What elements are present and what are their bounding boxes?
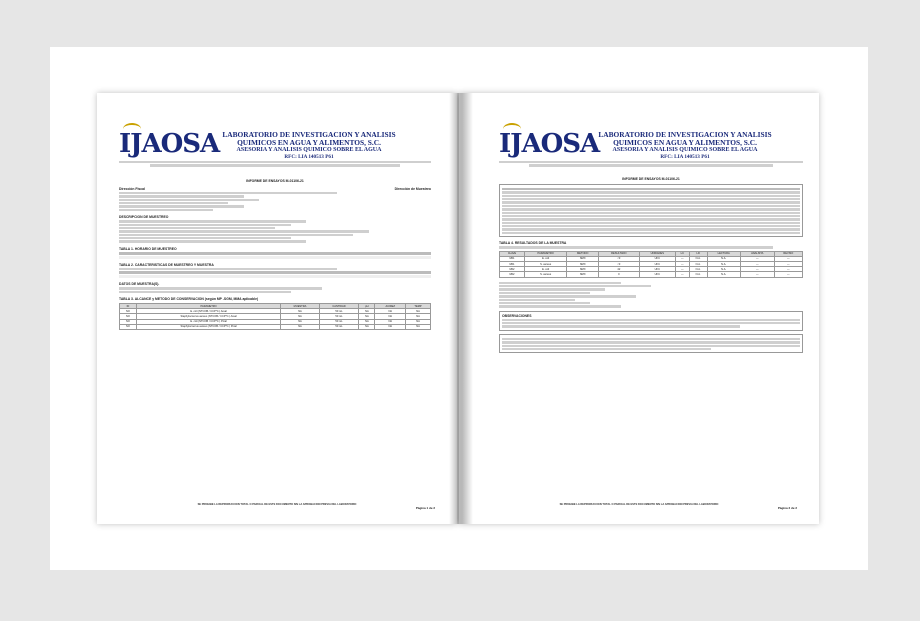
page-footer: SE PROHIBE LA REPRODUCCION TOTAL O PARCIAL DE ESTE DOCUMENTO SIN LA APROBACION PREVIA DEL LABORATORIO <box>559 503 719 506</box>
lab-name-line2: QUIMICOS EN AGUA Y ALIMENTOS, S.C. <box>237 138 381 147</box>
text-line <box>499 246 773 248</box>
page-number: Página 1 de 2 <box>415 506 435 510</box>
table2-title: TABLA 2. CARACTERISTICAS DE MUESTREO Y MUESTRA <box>119 262 214 267</box>
table4-title: TABLA 4. RESULTADOS DE LA MUESTRA <box>499 241 567 246</box>
lab-name-line1: LABORATORIO DE INVESTIGACION Y ANALISIS <box>598 130 772 139</box>
text-line <box>119 227 275 229</box>
table-row: NO E. coli (NTCOB / CCP*C.) Pnial NA 50 mL NA NA NA <box>120 319 431 324</box>
table-row: NO E. coli (NTCOB / CCP*C.) Areal NA 50 mL NA NA NA <box>120 309 431 314</box>
sample-info-box <box>499 184 803 237</box>
table-row: M01 S. aureus NMX <3 UFC — N.A. N.A. — — <box>500 262 803 267</box>
page-footer: SE PROHIBE LA REPRODUCCION TOTAL O PARCIAL DE ESTE DOCUMENTO SIN LA APROBACION PREVIA DEL LABORATORIO <box>197 503 357 506</box>
lab-name-line2: QUIMICOS EN AGUA Y ALIMENTOS, S.C. <box>613 138 757 147</box>
text-line <box>119 240 306 242</box>
text-line <box>119 192 337 194</box>
table3: ID PARAMETRO MUESTRA CANTIDAD pH ACIDEZ TEMP NO E. coli (NTCOB / CCP*C.) Areal NA 50 mL NA NA NA NO Staphylococcus aureus (NTCOB / CCP*C.) Areal NA 50 mL NA NA NA NO E. coli (NTCOB / CCP*C.) Pnial NA 50 mL NA NA NA NO Staphylococcus aureus (NTCOB / CCP*C.) Pnial NA 50 mL NA NA NA <box>119 303 431 330</box>
text-line <box>499 292 590 294</box>
table-row: NO Staphylococcus aureus (NTCOB / CCP*C.) Areal NA 50 mL NA NA NA <box>120 314 431 319</box>
table3-title: TABLA 3. ALCANCE y METODO DE CONSERVACION (según MP -SGM, MMA aplicable) <box>119 297 259 302</box>
text-line <box>119 205 244 207</box>
address-line <box>119 161 431 163</box>
text-line <box>119 195 244 197</box>
lab-tagline: ASESORIA Y ANALISIS QUIMICO SOBRE EL AGUA <box>236 147 382 153</box>
table-row: NO Staphylococcus aureus (NTCOB / CCP*C.) Pnial NA 50 mL NA NA NA <box>120 324 431 329</box>
lab-rfc: RFC: LIA 140513 P61 <box>284 154 334 160</box>
table2-header <box>119 271 431 274</box>
text-line <box>119 237 291 239</box>
text-line <box>119 291 291 293</box>
address-line <box>529 164 772 166</box>
sampling-address-heading: Dirección de Muestreo <box>394 186 431 191</box>
table1-row <box>119 256 431 259</box>
table-row: M02 E. coli NMX 42 UFC — N.A. N.A. — — <box>500 267 803 272</box>
sampling-description-heading: DESCRIPCION DE MUESTREO <box>119 215 169 220</box>
table1-title: TABLA 1. HORARIO DE MUESTREO <box>119 246 177 251</box>
lab-name-line1: LABORATORIO DE INVESTIGACION Y ANALISIS <box>222 130 396 139</box>
table-row: M01 E. coli NMX <3 UFC — N.A. N.A. — — <box>500 256 803 261</box>
text-line <box>119 230 369 232</box>
lab-logo: IJAOSA <box>499 129 600 159</box>
lab-rfc: RFC: LIA 140513 P61 <box>660 154 710 160</box>
notes-box <box>499 334 803 354</box>
table-row: M02 S. aureus NMX 0 UFC — N.A. N.A. — — <box>500 272 803 277</box>
text-line <box>119 209 213 211</box>
text-line <box>499 295 636 297</box>
text-line <box>499 282 621 284</box>
text-line <box>119 268 337 270</box>
text-line <box>119 220 306 222</box>
report-page-1 <box>97 93 457 524</box>
report-title: INFORME DE ENSAYOS M-01106-21 <box>622 176 680 181</box>
lab-header <box>119 131 431 160</box>
lab-logo: IJAOSA <box>119 129 220 159</box>
observations-box <box>499 311 803 331</box>
text-line <box>119 287 322 289</box>
report-title: INFORME DE ENSAYOS M-01106-21 <box>246 178 304 183</box>
text-line <box>119 224 291 226</box>
text-line <box>499 305 621 307</box>
text-line <box>119 234 353 236</box>
text-line <box>119 202 228 204</box>
page-number: Página 2 de 2 <box>777 506 797 510</box>
sample-data-heading: DATOS DE MUESTRA(S). <box>119 282 160 287</box>
address-line <box>499 161 803 163</box>
text-line <box>499 299 575 301</box>
fiscal-address-heading: Dirección Fiscal <box>119 186 146 191</box>
text-line <box>119 199 259 201</box>
text-line <box>499 302 590 304</box>
address-line <box>150 164 400 166</box>
open-report-book <box>97 93 827 524</box>
report-page-2 <box>459 93 819 524</box>
results-table: CLAVE PARAMETRO METODO RESULTADO UNIDADES LC LD LECTURA ANALISTA REVISO M01 E. coli NMX <3 UFC — N.A. N.A. — — M01 S. aureus NMX <3 UFC — N.A. N.A. — — M02 E. coli NMX 42 UFC — N.A. N.A. — — M02 S. aureus NMX 0 UFC — N.A. N.A. — — <box>499 251 803 278</box>
lab-tagline: ASESORIA Y ANALISIS QUIMICO SOBRE EL AGUA <box>612 147 758 153</box>
lab-header <box>499 131 803 160</box>
observations-heading: OBSERVACIONES <box>502 313 532 318</box>
table2-row <box>119 275 431 278</box>
text-line <box>499 288 605 290</box>
text-line <box>499 285 651 287</box>
table1-header <box>119 252 431 255</box>
